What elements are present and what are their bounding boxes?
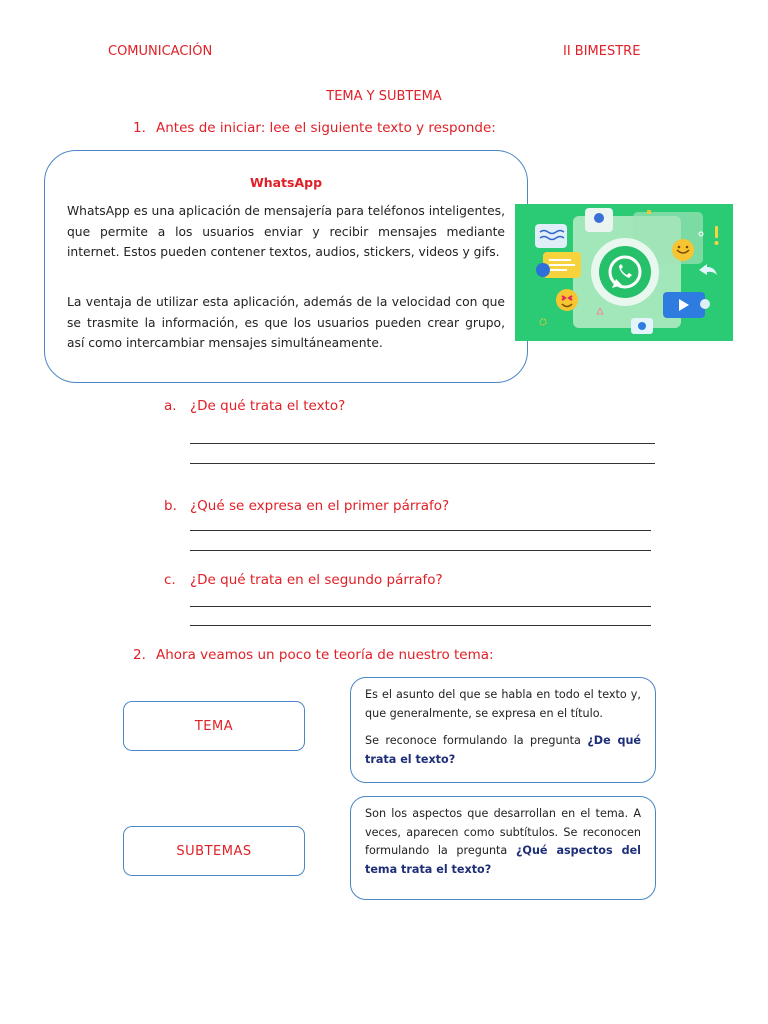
tema-question: ¿De qué trata el texto?	[365, 734, 641, 766]
tema-box	[123, 701, 305, 751]
tema-recognize-text: Se reconoce formulando la pregunta	[365, 734, 588, 747]
subject-label: COMUNICACIÓN	[108, 44, 213, 59]
tema-recognize-sentence	[365, 732, 641, 769]
reading-paragraph-2: La ventaja de utilizar esta aplicación, además de la velocidad con que se trasmite la información, es que los usuarios pueden crear grupo, así como intercambiar mensajes simultáneamente.	[67, 295, 505, 350]
tema-definition: Es el asunto del que se habla en todo el texto y, que generalmente, se expresa en el título.	[365, 688, 641, 720]
section2-number: 2.	[133, 647, 146, 663]
question-b-letter: b.	[164, 498, 177, 514]
tema-label: TEMA	[194, 718, 234, 734]
question-c-text: ¿De qué trata en el segundo párrafo?	[190, 572, 443, 588]
answer-line-c2[interactable]	[190, 625, 651, 626]
answer-line-b2[interactable]	[190, 550, 651, 551]
subtemas-definition-box	[350, 796, 656, 900]
section2-instruction: Ahora veamos un poco te teoría de nuestro tema:	[156, 647, 494, 663]
reading-title: WhatsApp	[249, 175, 323, 190]
whatsapp-illustration	[515, 204, 733, 341]
period-label: II BIMESTRE	[563, 44, 641, 59]
answer-line-c1[interactable]	[190, 606, 651, 607]
question-a-letter: a.	[164, 398, 177, 414]
answer-line-b1[interactable]	[190, 530, 651, 531]
answer-line-a2[interactable]	[190, 463, 655, 464]
question-a-text: ¿De qué trata el texto?	[190, 398, 346, 414]
answer-line-a1[interactable]	[190, 443, 655, 444]
subtemas-definition: Son los aspectos que desarrollan en el tema. A veces, aparecen como subtítulos. Se reconocen formulando la pregunta	[365, 807, 641, 857]
subtemas-label: SUBTEMAS	[176, 843, 252, 859]
section1-number: 1.	[133, 120, 146, 136]
question-c-letter: c.	[164, 572, 176, 588]
tema-definition-box	[350, 677, 656, 783]
subtemas-question: ¿Qué aspectos del tema trata el texto?	[365, 844, 642, 876]
page-title: TEMA Y SUBTEMA	[326, 89, 442, 104]
subtemas-definition-sentence	[365, 805, 641, 879]
whatsapp-illustration-svg	[515, 204, 733, 341]
subtemas-box	[123, 826, 305, 876]
reading-paragraph-1: WhatsApp es una aplicación de mensajería para teléfonos inteligentes, que permite a los usuarios enviar y recibir mensajes mediante internet. Estos pueden contener textos, audios, stickers, videos y gifs.	[67, 204, 505, 259]
question-b-text: ¿Qué se expresa en el primer párrafo?	[190, 498, 450, 514]
section1-instruction: Antes de iniciar: lee el siguiente texto y responde:	[156, 120, 496, 136]
